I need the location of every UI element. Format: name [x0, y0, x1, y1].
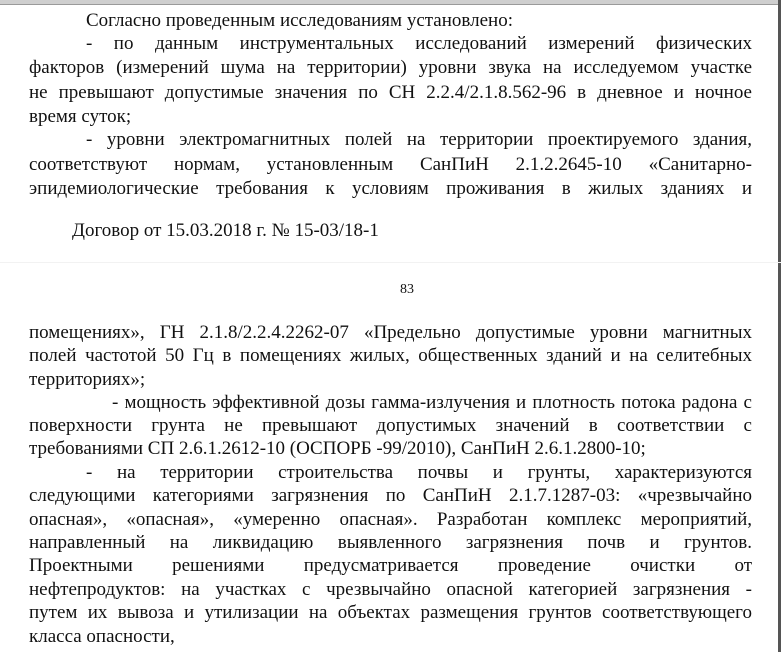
paragraph-line-22: класса опасности,: [29, 626, 175, 647]
paragraph-line-11: территориях»;: [29, 369, 146, 390]
paragraph-line-3: факторов (измерений шума на территории) уровни звука на исследуемом участке: [29, 57, 752, 78]
paragraph-line-19: Проектными решениями предусматривается проведение очистки от: [29, 555, 752, 576]
paragraph-line-2: - по данным инструментальных исследований измерений физических: [86, 33, 752, 54]
paragraph-line-12: - мощность эффективной дозы гамма-излучения и плотность потока радона с: [112, 392, 752, 413]
page-footer-contract: Договор от 15.03.2018 г. № 15-03/18-1: [72, 220, 379, 241]
paragraph-line-18: направленный на ликвидацию выявленного загрязнения почв и грунтов.: [29, 532, 752, 553]
paragraph-line-21: путем их вывоза и утилизации на объектах размещения грунтов соответствующего: [29, 602, 752, 623]
paragraph-line-4: не превышают допустимые значения по СН 2.2.4/2.1.8.562-96 в дневное и ночное: [29, 82, 752, 103]
paragraph-line-8: эпидемиологические требования к условиям проживания в жилых зданиях и: [29, 178, 752, 199]
paragraph-line-13: поверхности грунта не превышают допустимых значений в соответствии с: [29, 415, 752, 436]
paragraph-line-5: время суток;: [29, 106, 132, 127]
paragraph-line-7: соответствуют нормам, установленным СанПиН 2.1.2.2645-10 «Санитарно-: [29, 154, 752, 175]
paragraph-line-10: полей частотой 50 Гц в помещениях жилых, общественных зданий и на селитебных: [29, 345, 752, 366]
paragraph-line-9: помещениях», ГН 2.1.8/2.2.4.2262-07 «Предельно допустимые уровни магнитных: [29, 322, 752, 343]
paragraph-line-1: Согласно проведенным исследованиям установлено:: [86, 10, 513, 31]
paragraph-line-6: - уровни электромагнитных полей на территории проектируемого здания,: [86, 129, 752, 150]
paragraph-line-17: опасная», «опасная», «умеренно опасная». Разработан комплекс мероприятий,: [29, 509, 752, 530]
top-page-edge: [0, 0, 781, 5]
paragraph-line-20: нефтепродуктов: на участках с чрезвычайно опасной категорией загрязнения -: [29, 579, 752, 600]
paragraph-line-15: - на территории строительства почвы и грунты, характеризуются: [86, 462, 752, 483]
paragraph-line-16: следующими категориями загрязнения по СанПиН 2.1.7.1287-03: «чрезвычайно: [29, 485, 752, 506]
page-separator: [0, 262, 781, 263]
page-number: 83: [400, 282, 414, 297]
paragraph-line-14: требованиями СП 2.6.1.2612-10 (ОСПОРБ -99/2010), СанПиН 2.6.1.2800-10;: [29, 438, 646, 459]
